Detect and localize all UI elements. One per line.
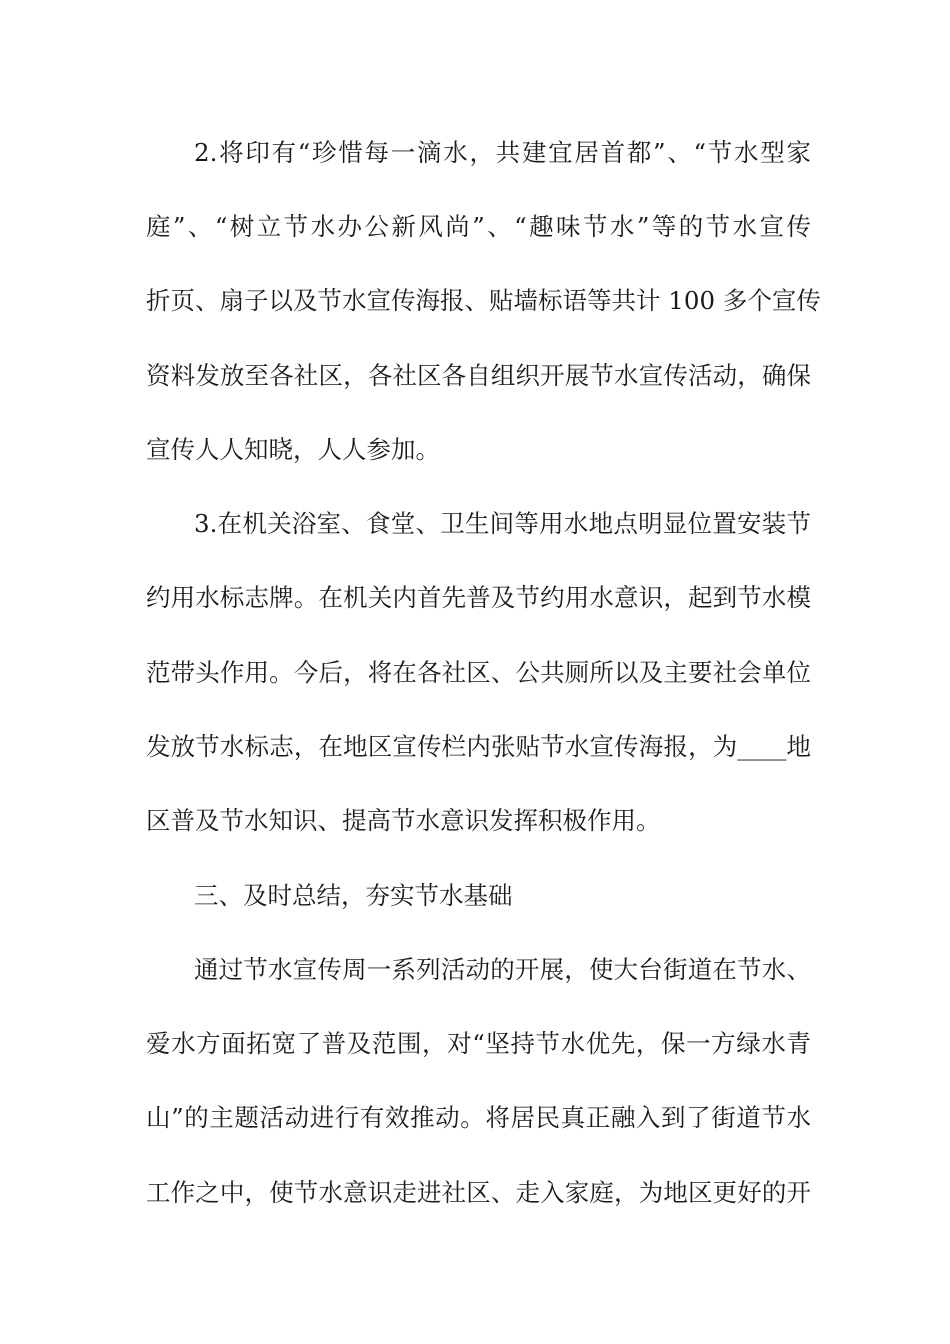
paragraph-4-line-4: 工作之中，使节水意识走进社区、走入家庭，为地区更好的开 [146,1178,811,1207]
paragraph-2-line-2: 庭”、“树立节水办公新风尚”、“趣味节水”等的节水宣传 [146,212,811,241]
paragraph-3-line-5: 区普及节水知识、提高节水意识发挥积极作用。 [146,806,661,835]
paragraph-3-line-4: 发放节水标志，在地区宣传栏内张贴节水宣传海报，为____地 [146,732,811,761]
paragraph-3-line-2: 约用水标志牌。在机关内首先普及节约用水意识，起到节水模 [146,583,811,612]
paragraph-2-line-4: 资料发放至各社区，各社区各自组织开展节水宣传活动，确保 [146,361,811,390]
paragraph-2-line-1: 2.将印有“珍惜每一滴水，共建宜居首都”、“节水型家 [194,138,811,167]
paragraph-3-line-1: 3.在机关浴室、食堂、卫生间等用水地点明显位置安装节 [194,509,811,538]
paragraph-4-line-3: 山”的主题活动进行有效推动。将居民真正融入到了街道节水 [146,1103,811,1132]
section-heading: 三、及时总结，夯实节水基础 [194,881,513,910]
paragraph-2-line-3: 折页、扇子以及节水宣传海报、贴墙标语等共计 100 多个宣传 [146,286,821,315]
paragraph-3-line-3: 范带头作用。今后，将在各社区、公共厕所以及主要社会单位 [146,658,811,687]
paragraph-4-line-2: 爱水方面拓宽了普及范围，对“坚持节水优先，保一方绿水青 [146,1029,811,1058]
paragraph-2-line-5: 宣传人人知晓，人人参加。 [146,435,440,464]
paragraph-4-line-1: 通过节水宣传周一系列活动的开展，使大台街道在节水、 [194,955,811,984]
